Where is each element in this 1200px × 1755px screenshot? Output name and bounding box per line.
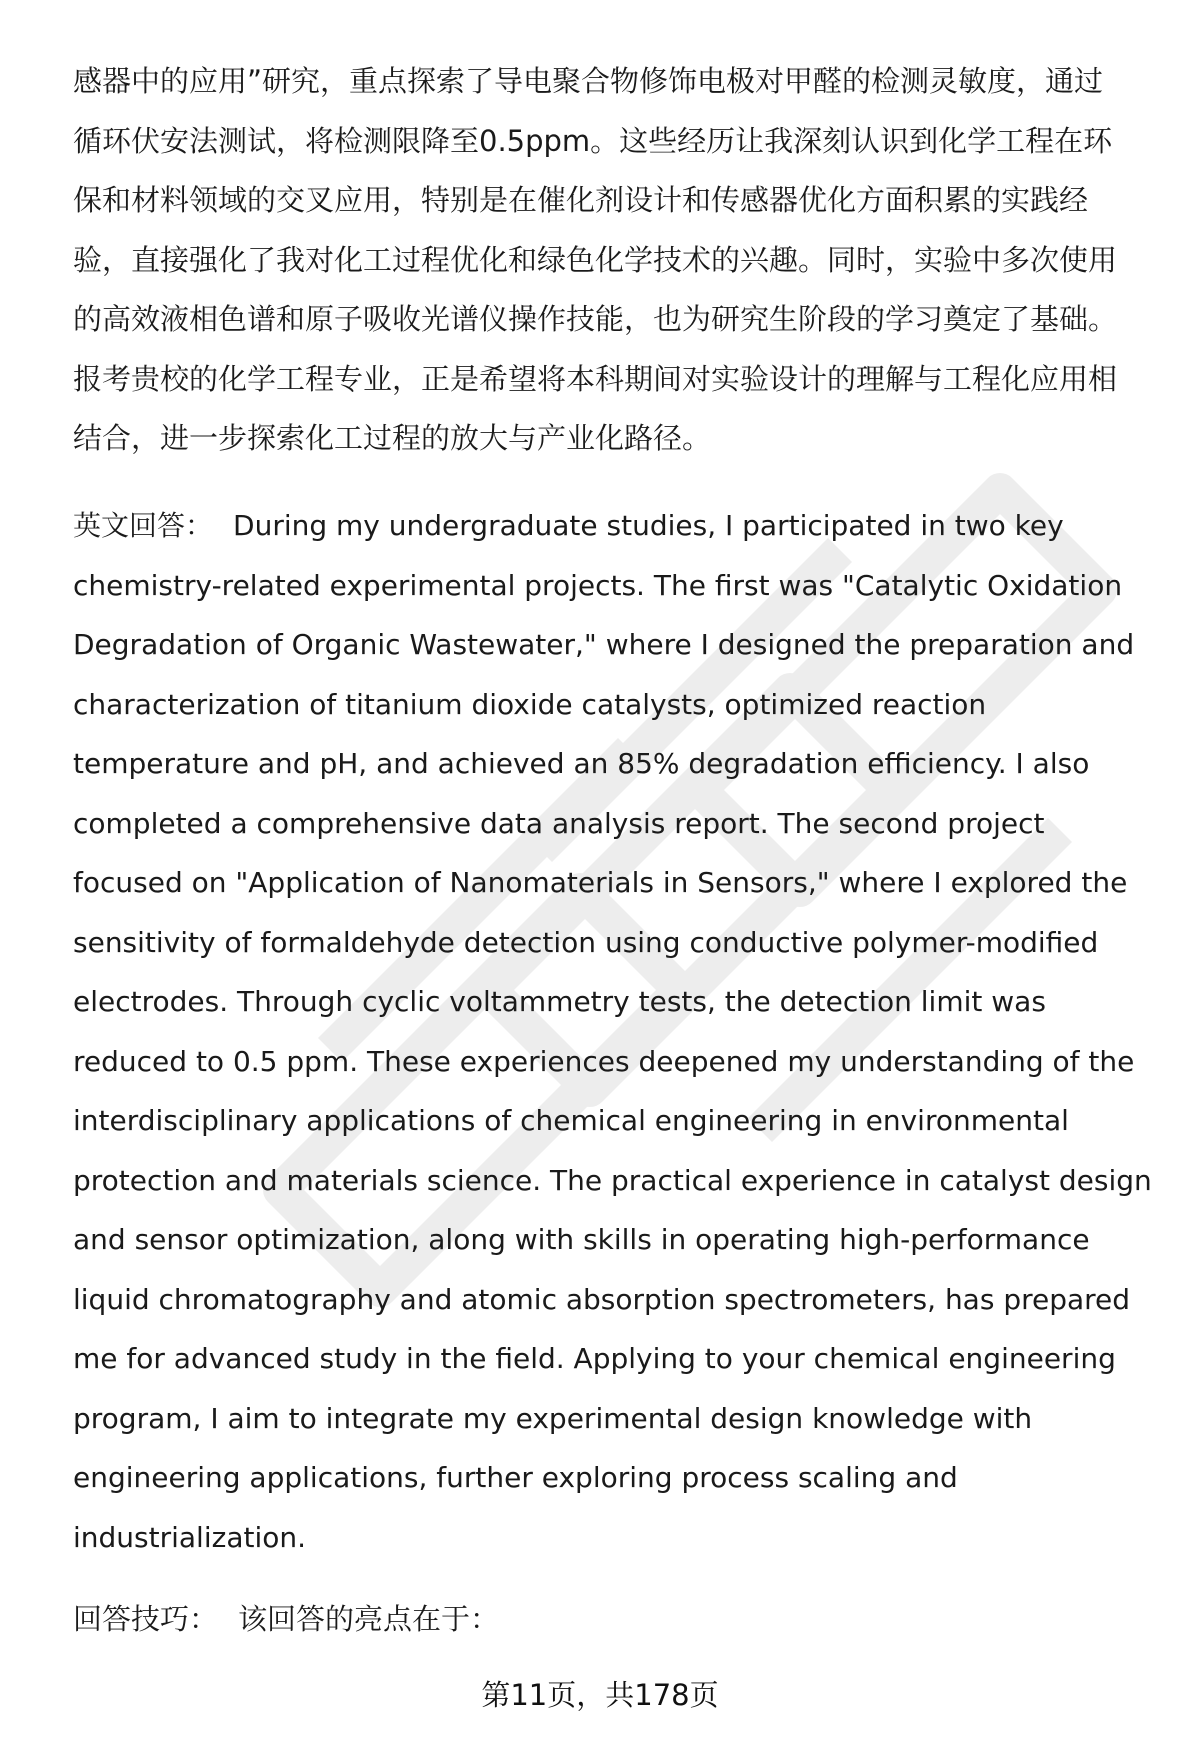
chinese-answer-line: 验，直接强化了我对化工过程优化和绿色化学技术的兴趣。同时，实验中多次使用 [73, 242, 1118, 277]
chinese-answer-line: 保和材料领域的交叉应用，特别是在催化剂设计和传感器优化方面积累的实践经 [73, 183, 1089, 217]
english-answer-line: characterization of titanium dioxide catalysts, optimized reaction [73, 687, 987, 721]
chinese-answer-line: 感器中的应用”研究，重点探索了导电聚合物修饰电极对甲醛的检测灵敏度，通过 [73, 64, 1104, 98]
english-answer-label: 英文回答： [73, 509, 214, 542]
english-answer-line: During my undergraduate studies, I participated in two key [233, 509, 1064, 542]
english-answer-first-line [73, 496, 1152, 556]
page-number-footer: 第11页，共178页 [481, 1678, 719, 1712]
english-answer-line: program, I aim to integrate my experimental design knowledge with [73, 1401, 1033, 1435]
english-answer-line: and sensor optimization, along with skills in operating high-performance [73, 1223, 1090, 1256]
english-answer-line: liquid chromatography and atomic absorption spectrometers, has prepared [73, 1282, 1131, 1316]
chinese-answer-line: 循环伏安法测试，将检测限降至0.5ppm。这些经历让我深刻认识到化学工程在环 [73, 123, 1113, 158]
english-answer-paragraph [73, 496, 1152, 1567]
english-answer-line: chemistry-related experimental projects. The first was "Catalytic Oxidation [73, 568, 1123, 602]
answer-tips-label: 回答技巧： [73, 1602, 219, 1636]
chinese-answer-line: 的高效液相色谱和原子吸收光谱仪操作技能，也为研究生阶段的学习奠定了基础。 [73, 302, 1118, 336]
english-answer-line: completed a comprehensive data analysis report. The second project [73, 806, 1045, 840]
answer-tips-line [73, 1590, 499, 1650]
chinese-answer-line: 结合，进一步探索化工过程的放大与产业化路径。 [73, 421, 712, 455]
english-answer-line: sensitivity of formaldehyde detection using conductive polymer-modified [73, 925, 1099, 959]
english-answer-line: focused on "Application of Nanomaterials in Sensors," where I explored the [73, 866, 1128, 899]
english-answer-line: me for advanced study in the field. Applying to your chemical engineering [73, 1342, 1116, 1375]
english-answer-line: Degradation of Organic Wastewater," where I designed the preparation and [73, 628, 1135, 661]
english-answer-line: electrodes. Through cyclic voltammetry tests, the detection limit was [73, 985, 1046, 1018]
answer-tips-paragraph [73, 1590, 499, 1650]
english-answer-line: interdisciplinary applications of chemical engineering in environmental [73, 1104, 1069, 1137]
english-answer-line: industrialization. [73, 1520, 307, 1554]
english-answer-line: temperature and pH, and achieved an 85% degradation efficiency. I also [73, 747, 1090, 780]
english-answer-line: engineering applications, further exploring process scaling and [73, 1461, 958, 1494]
english-answer-line: protection and materials science. The practical experience in catalyst design [73, 1163, 1152, 1197]
chinese-answer-line: 报考贵校的化学工程专业，正是希望将本科期间对实验设计的理解与工程化应用相 [73, 361, 1118, 396]
chinese-answer-paragraph [73, 52, 1117, 469]
answer-tips-text: 该回答的亮点在于： [238, 1602, 500, 1636]
english-answer-line: reduced to 0.5 ppm. These experiences deepened my understanding of the [73, 1044, 1135, 1078]
